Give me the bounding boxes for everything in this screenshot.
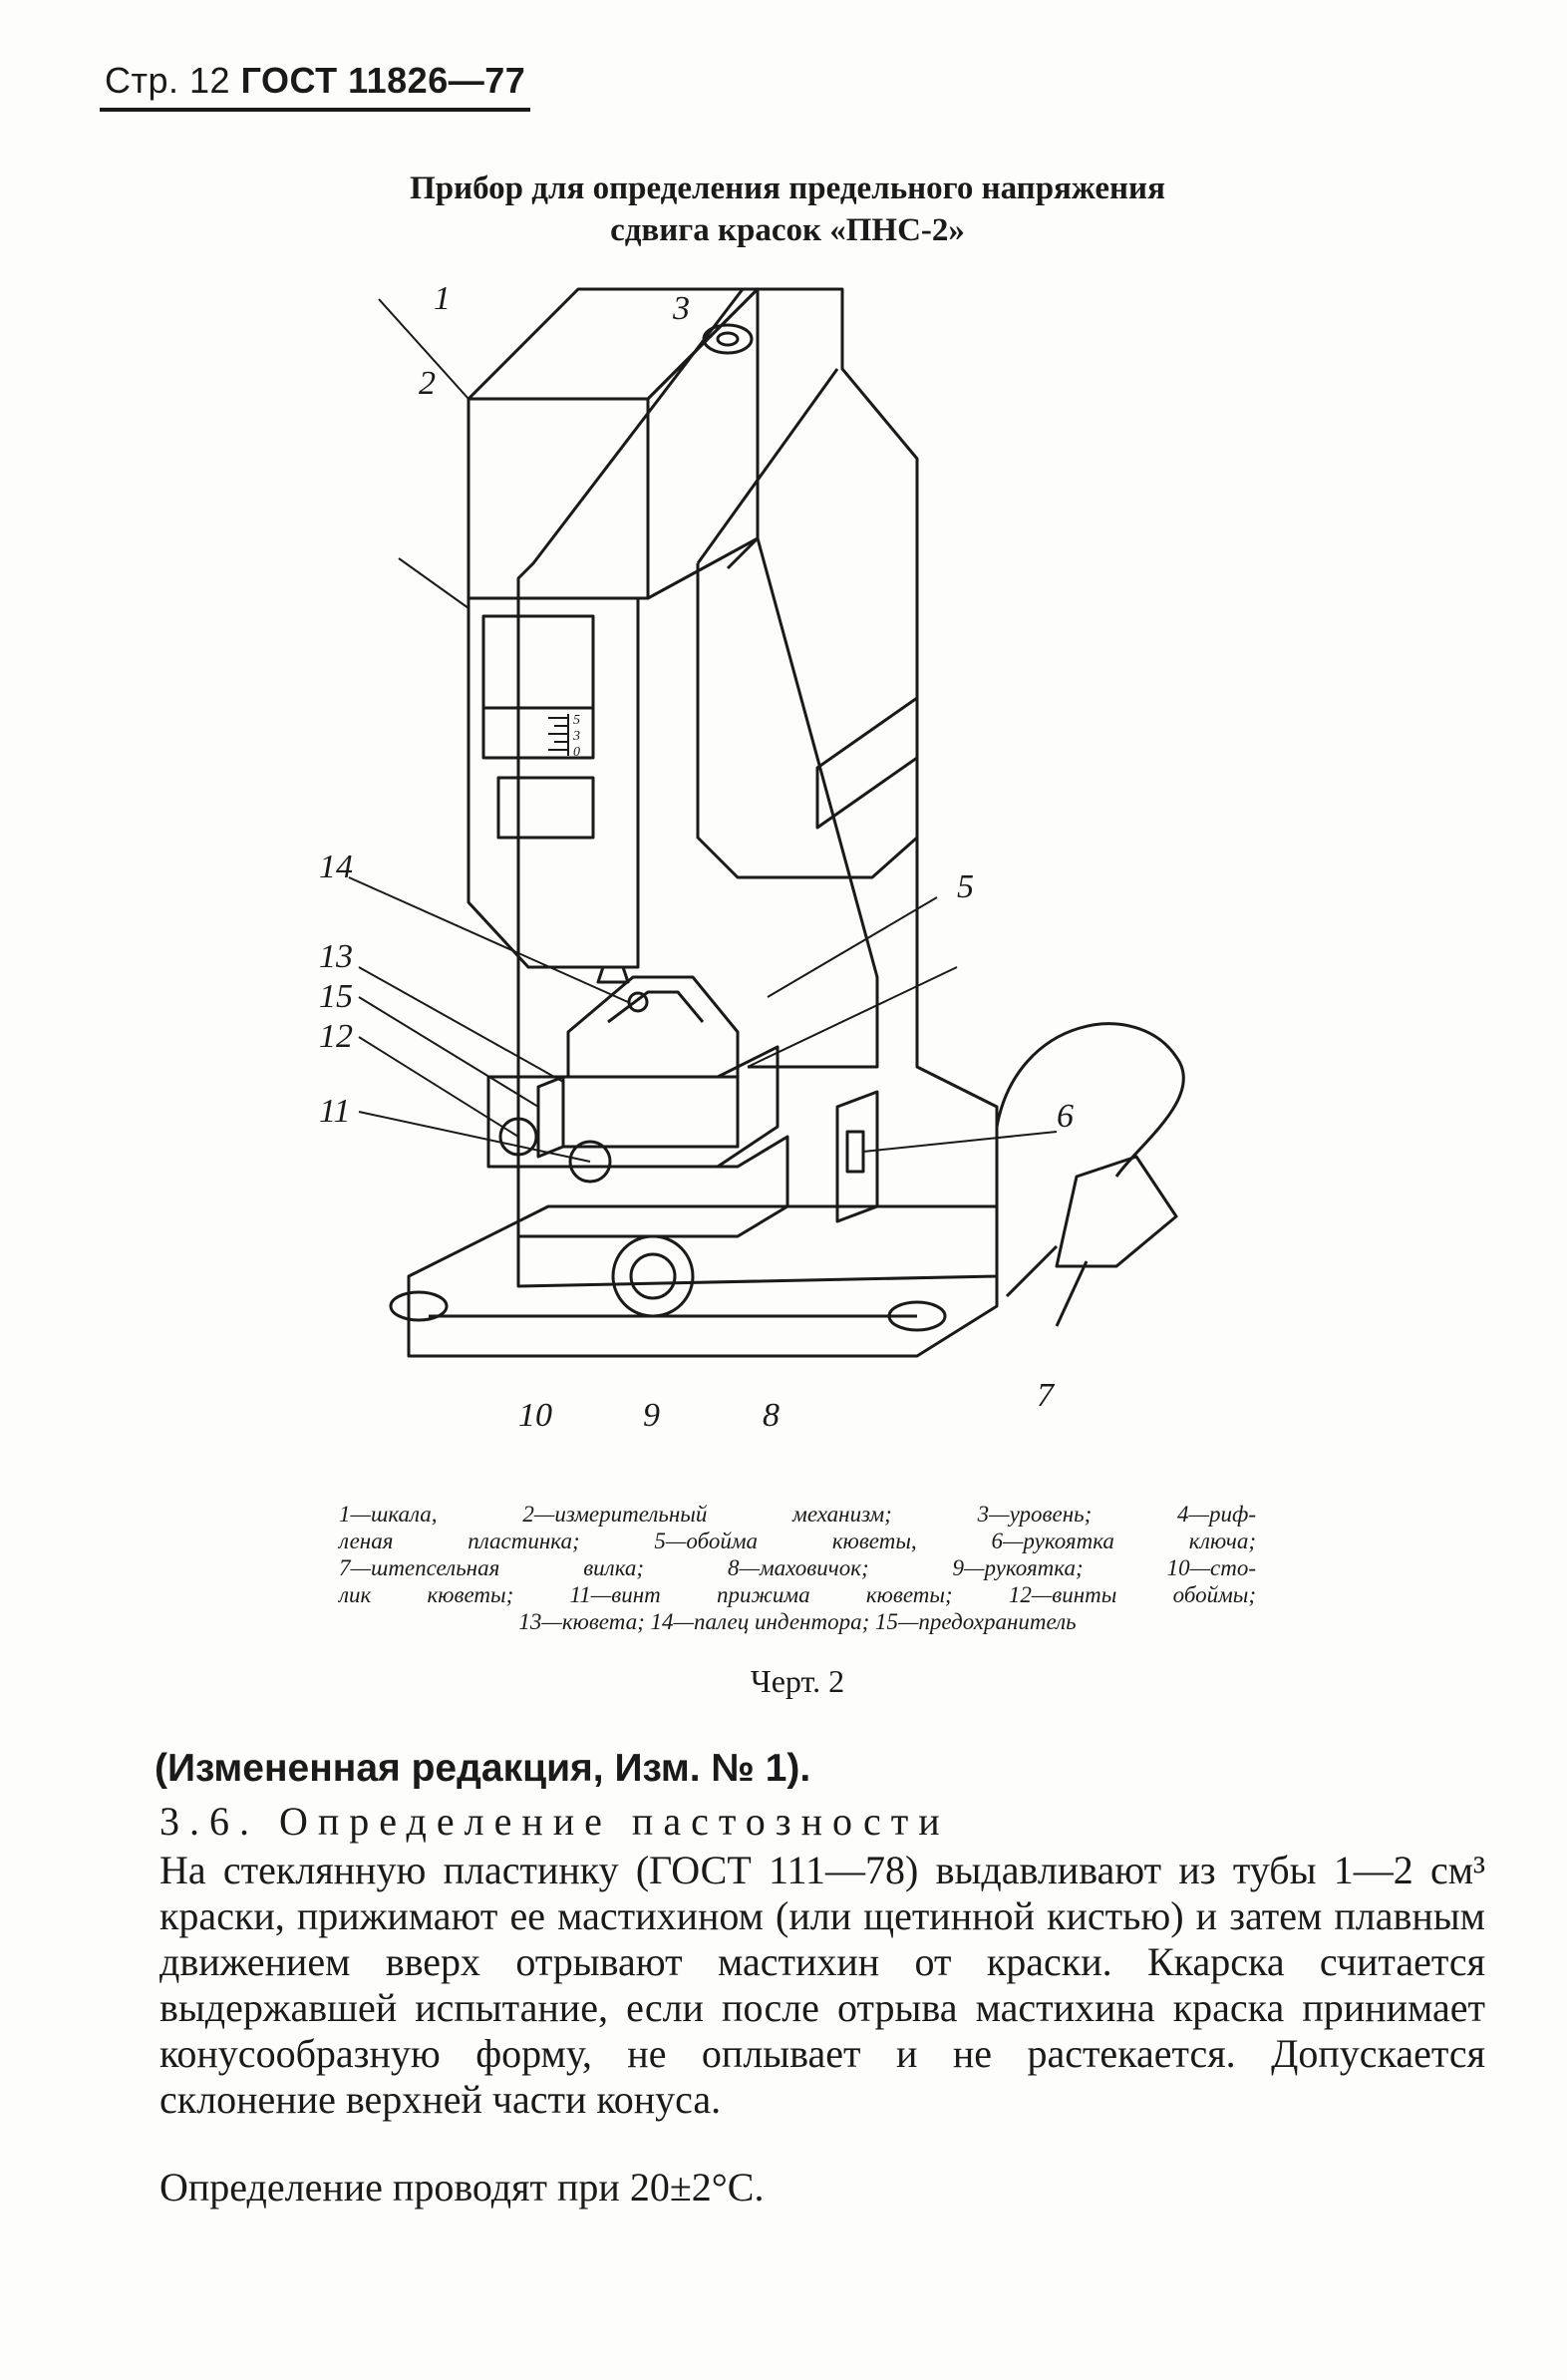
page-header — [105, 60, 525, 102]
key-handle — [847, 1132, 863, 1172]
scale-mark-5: 5 — [573, 713, 580, 728]
callout-labels — [319, 280, 1074, 1434]
scale-mark-3: 3 — [573, 729, 580, 744]
foot — [391, 1292, 447, 1320]
caption-line-5: 13—кювета; 14—палец индентора; 15—предохранитель — [518, 1609, 1077, 1634]
callout-1: 1 — [434, 280, 451, 317]
indenter-finger — [629, 993, 647, 1011]
callout-10: 10 — [518, 1397, 552, 1434]
scale-ticks — [548, 714, 568, 756]
plug-body — [1057, 1157, 1176, 1266]
device-drawing-svg — [319, 279, 1296, 1456]
callout-6: 6 — [1057, 1098, 1074, 1135]
callout-3: 3 — [673, 290, 690, 327]
holder-inner — [608, 992, 703, 1022]
standard-number: ГОСТ 11826—77 — [240, 60, 526, 101]
scale-housing — [469, 598, 638, 967]
cuvette-side — [538, 1077, 563, 1157]
caption-line-2: леная пластинка; 5—обойма кюветы, 6—рукоятка ключа; — [339, 1529, 1256, 1553]
device-drawing — [319, 279, 1296, 1456]
callout-11: 11 — [319, 1093, 351, 1130]
amendment-note: (Измененная редакция, Изм. № 1). — [155, 1747, 811, 1790]
callout-8: 8 — [763, 1397, 780, 1434]
callout-15: 15 — [319, 978, 353, 1015]
plug-pin-2 — [1057, 1261, 1087, 1326]
mechanism-front — [469, 399, 648, 598]
scale-window-top — [483, 616, 593, 708]
final-line: Определение проводят при 20±2°С. — [159, 2165, 765, 2210]
figure-title-line-2: сдвига красок «ПНС-2» — [610, 212, 965, 248]
figure-caption — [339, 1501, 1256, 1635]
page-number: Стр. 12 — [105, 60, 231, 101]
callout-14: 14 — [319, 849, 353, 885]
power-cord — [997, 1024, 1183, 1177]
callout-13: 13 — [319, 938, 353, 975]
housing-edge — [698, 369, 837, 563]
handle-knob-inner — [631, 1254, 675, 1298]
indenter — [598, 967, 628, 982]
callout-12: 12 — [319, 1018, 353, 1055]
callout-7: 7 — [1037, 1377, 1054, 1414]
header-rule — [100, 108, 530, 112]
plug-pin-1 — [1007, 1246, 1057, 1296]
figure-number: Черт. 2 — [750, 1663, 845, 1699]
figure-title-line-1: Прибор для определения предельного напряжения — [410, 170, 1165, 206]
handle-knob — [613, 1236, 693, 1316]
callout-9: 9 — [643, 1397, 660, 1434]
mechanism-side — [648, 289, 758, 598]
body-paragraph: На стеклянную пластинку (ГОСТ 111—78) выдавливают из тубы 1—2 см³ краски, прижимают ее мастихином (или щетинной кистью) и затем плавным движением вверх отрывают мастихин от краски. Ккарска считается выдержавшей испытание, если после отрыва мастихина краска принимает конусообразную форму, не оплывает и не растекается. Допускается склонение верхней части конуса. — [159, 1848, 1485, 2122]
leader-lines — [349, 299, 1057, 1162]
table-base — [518, 1137, 787, 1236]
figure-title — [339, 168, 1236, 251]
caption-line-4: лик кюветы; 11—винт прижима кюветы; 12—винты обоймы; — [339, 1582, 1256, 1607]
callout-2: 2 — [419, 365, 436, 402]
level-outer — [704, 325, 752, 353]
key-handle-panel — [837, 1092, 877, 1221]
callout-5: 5 — [957, 868, 974, 905]
mechanism-top — [469, 289, 758, 399]
cuvette — [563, 1077, 738, 1147]
caption-line-1: 1—шкала, 2—измерительный механизм; 3—уровень; 4—риф- — [339, 1502, 1256, 1527]
scale-mark-0: 0 — [573, 745, 580, 760]
section-heading: 3.6. Определение пастозности — [159, 1799, 950, 1844]
scale-window-bottom — [498, 778, 593, 838]
level-inner — [718, 333, 738, 345]
caption-line-3: 7—штепсельная вилка; 8—маховичок; 9—рукоятка; 10—сто- — [339, 1555, 1256, 1580]
